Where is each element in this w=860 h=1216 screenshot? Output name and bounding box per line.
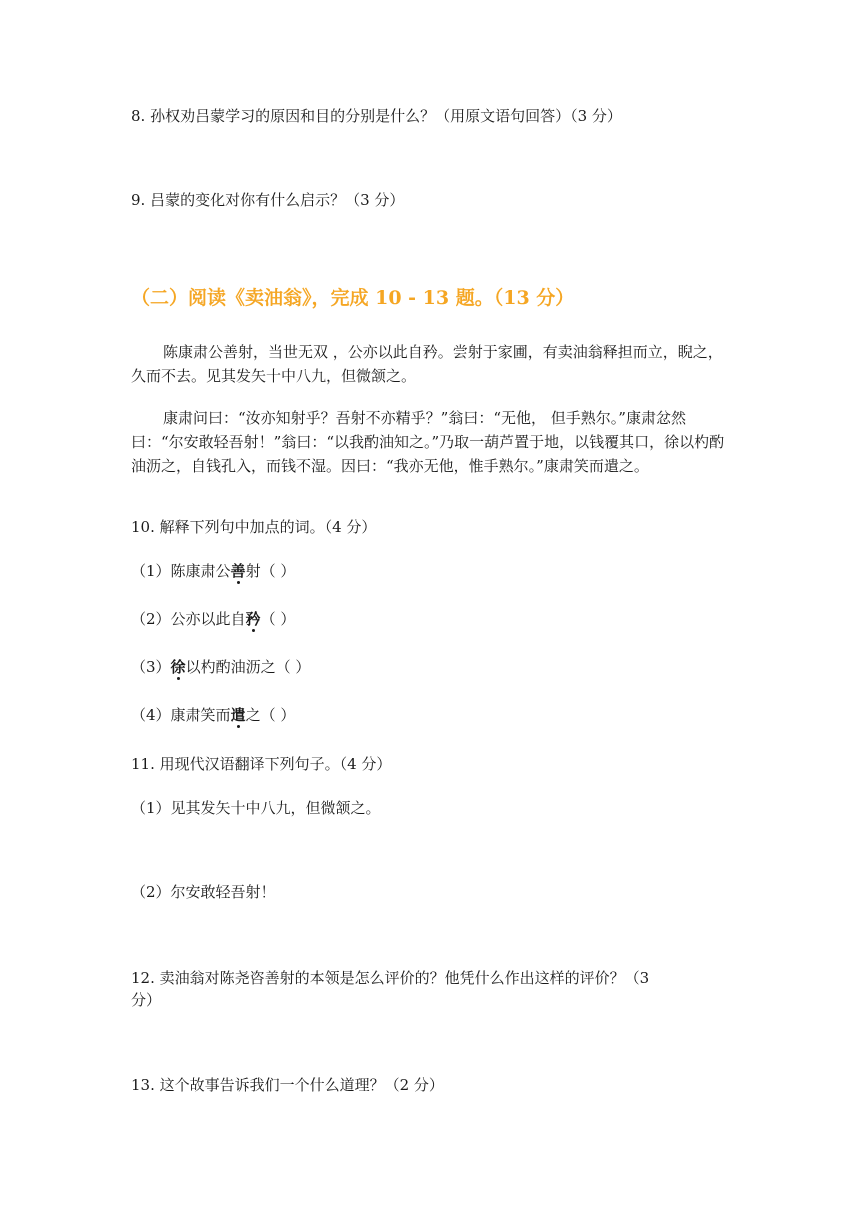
question-11-item-2: （2）尔安敢轻吾射！ — [131, 883, 276, 901]
dotted-word: 矜 — [245, 610, 261, 628]
item-suffix: 之（ ） — [245, 706, 296, 724]
question-11-item-1: （1）见其发矢十中八九，但微颔之。 — [131, 799, 381, 817]
question-12-line-2: 分） — [131, 991, 162, 1009]
question-10-item-3 — [131, 656, 310, 678]
question-10-stem: 10. 解释下列句中加点的词。（4 分） — [131, 518, 377, 536]
question-10-item-2 — [131, 608, 295, 630]
item-suffix: 射（ ） — [245, 562, 296, 580]
item-prefix: （4）康肃笑而 — [131, 706, 231, 724]
dotted-word: 徐 — [170, 658, 186, 676]
dotted-word: 善 — [230, 562, 246, 580]
question-10-item-4 — [131, 704, 295, 726]
question-10-item-1 — [131, 560, 295, 582]
item-prefix: （2）公亦以此自 — [131, 610, 246, 628]
item-suffix: （ ） — [260, 610, 296, 628]
item-prefix: （3） — [131, 658, 171, 676]
question-12-line-1: 12. 卖油翁对陈尧咨善射的本领是怎么评价的？他凭什么作出这样的评价？（3 — [131, 969, 650, 987]
item-suffix: 以杓酌油沥之（ ） — [185, 658, 311, 676]
passage-paragraph-2: 康肃问曰：“汝亦知射乎？吾射不亦精乎？”翁曰：“无他， 但手熟尔。”康肃忿然曰：“尔安敢轻吾射！”翁曰：“以我酌油知之。”乃取一葫芦置于地，以钱覆其口，徐以杓酌油沥之，自钱孔入，而钱不湿。因曰：“我亦无他，惟手熟尔。”康肃笑而遣之。 — [131, 409, 725, 475]
item-prefix: （1）陈康肃公 — [131, 562, 231, 580]
passage-paragraph-1: 陈康肃公善射，当世无双 ，公亦以此自矜。尝射于家圃，有卖油翁释担而立，睨之，久而不去。见其发矢十中八九，但微颔之。 — [131, 343, 723, 385]
question-8: 8. 孙权劝吕蒙学习的原因和目的分别是什么？（用原文语句回答）（3 分） — [131, 107, 622, 125]
question-9: 9. 吕蒙的变化对你有什么启示？（3 分） — [131, 191, 405, 209]
question-13: 13. 这个故事告诉我们一个什么道理？（2 分） — [131, 1076, 444, 1094]
question-11-stem: 11. 用现代汉语翻译下列句子。（4 分） — [131, 755, 392, 773]
dotted-word: 遣 — [230, 706, 246, 724]
section-2-title: （二）阅读《卖油翁》，完成 10 - 13 题。（13 分） — [131, 287, 575, 309]
